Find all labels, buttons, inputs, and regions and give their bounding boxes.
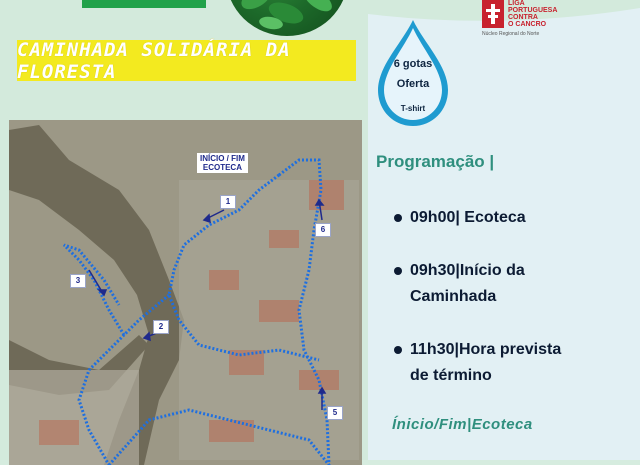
water-drop-badge: [372, 18, 454, 128]
bullet-2: [394, 267, 402, 275]
program-title: Programação |: [376, 152, 495, 171]
green-block: [82, 0, 206, 8]
cross-icon: [482, 0, 504, 28]
drop-line3: T-shirt: [400, 104, 426, 113]
program-item-2-line1: 09h30|Início da: [410, 262, 525, 279]
program-item-1-line1: 09h00| Ecoteca: [410, 209, 526, 226]
route-map: [9, 120, 362, 465]
marker-1: 1: [220, 195, 236, 209]
program-item-3: [410, 337, 561, 389]
logo-line4: O CANCRO: [508, 21, 547, 28]
logo-line3: CONTRA: [508, 14, 538, 21]
start-label: [197, 153, 248, 173]
program-item-2-line2: Caminhada: [410, 288, 497, 305]
bullet-1: [394, 214, 402, 222]
program-item-3-line2: de término: [410, 367, 492, 384]
program-item-1: [410, 205, 526, 231]
bullet-3: [394, 346, 402, 354]
drop-line2: Oferta: [396, 78, 430, 90]
marker-2: 2: [153, 320, 169, 334]
event-title: CAMINHADA SOLIDÁRIA DA FLORESTA: [17, 38, 291, 83]
marker-3: 3: [70, 274, 86, 288]
start-end-location: Ínicio/Fim|Ecoteca: [392, 416, 533, 433]
event-banner: [17, 40, 356, 81]
start-label-line2: ECOTECA: [202, 163, 242, 172]
logo-line2: PORTUGUESA: [508, 7, 558, 14]
logo-subtitle: Núcleo Regional do Norte: [482, 31, 540, 37]
marker-5: 5: [327, 406, 343, 420]
lpcc-logo: [482, 0, 602, 40]
logo-text: [508, 0, 557, 28]
program-item-2: [410, 258, 525, 310]
marker-6: 6: [315, 223, 331, 237]
logo-line1: LIGA: [508, 0, 525, 7]
program-item-3-line1: 11h30|Hora prevista: [410, 341, 562, 358]
start-label-line1: INÍCIO / FIM: [200, 154, 245, 163]
drop-line1: 6 gotas: [393, 58, 433, 70]
map-image: [9, 120, 362, 465]
